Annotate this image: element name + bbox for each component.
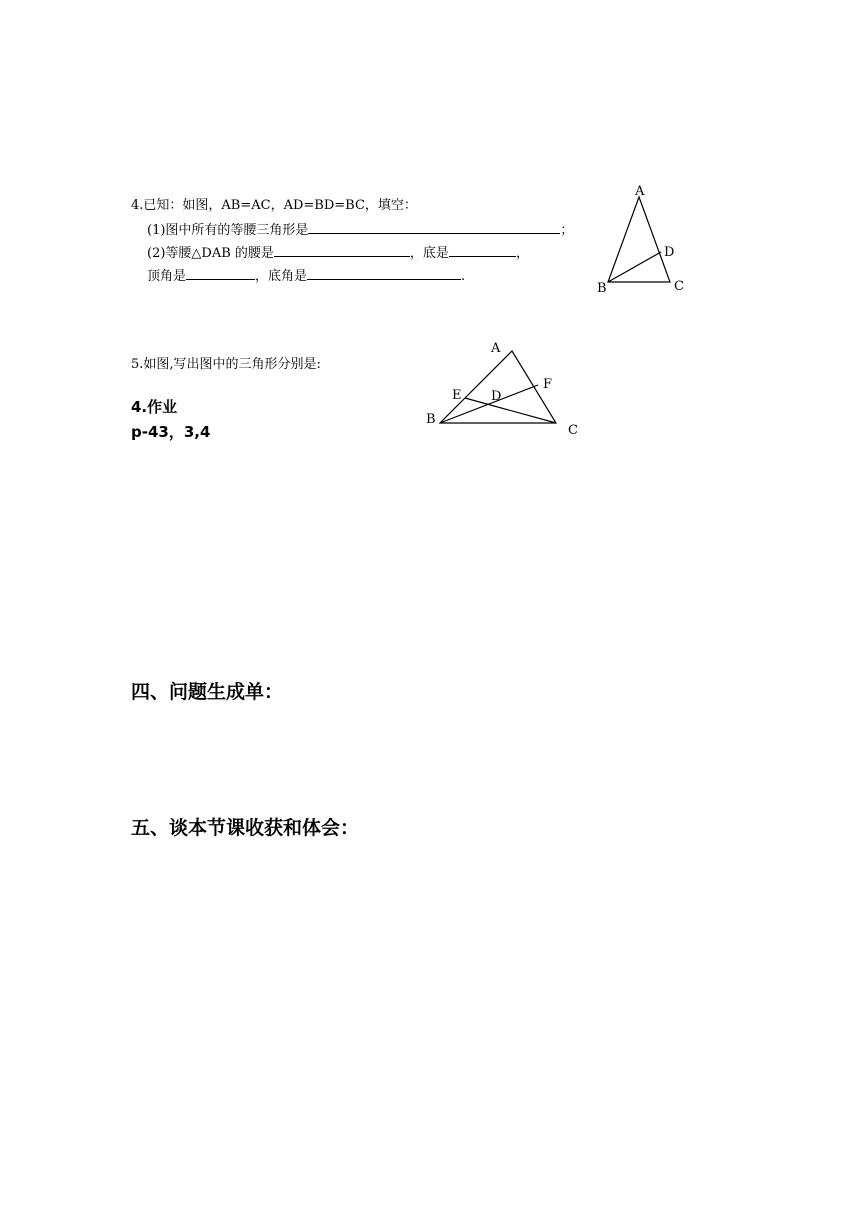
- section-reflection-title: 五、谈本节课收获和体会：: [131, 817, 360, 839]
- q5-stem-text: 5.如图,写出图中的三角形分别是:: [131, 357, 321, 372]
- q4-part3-prefix: 顶角是: [147, 269, 187, 284]
- q5-label-d: D: [491, 389, 502, 404]
- q4-label-b: B: [597, 281, 607, 296]
- q5-label-b: B: [426, 412, 436, 427]
- q4-triangle-abc: [608, 197, 670, 282]
- q5-label-e: E: [452, 388, 462, 403]
- q4-label-c: C: [674, 279, 684, 294]
- q4-label-d: D: [664, 245, 675, 260]
- section-question-list-title: 四、问题生成单：: [131, 681, 284, 703]
- q4-part3-mid: ，底角是: [255, 269, 308, 284]
- q5-stem: [131, 357, 321, 373]
- q5-label-f: F: [543, 377, 553, 392]
- q4-part2-prefix: (2)等腰△DAB 的腰是: [147, 246, 274, 261]
- homework-title: 4.作业: [131, 398, 178, 416]
- q5-triangle-abc: [440, 351, 556, 423]
- q4-segment-bd: [608, 252, 661, 282]
- q4-part3-suffix: .: [461, 269, 466, 284]
- homework-pages: p-43，3,4: [131, 423, 211, 441]
- q4-part2-mid: ，底是: [409, 246, 449, 261]
- q4-part2-suffix: ，: [515, 246, 529, 261]
- q4-part1-prefix: (1)图中所有的等腰三角形是: [147, 223, 309, 238]
- q5-label-a: A: [491, 341, 501, 356]
- q4-label-a: A: [635, 184, 645, 199]
- q4-part1-suffix: ；: [560, 223, 574, 238]
- q5-label-c: C: [568, 423, 578, 438]
- q4-stem-text: 4.已知：如图，AB=AC，AD=BD=BC，填空：: [131, 198, 417, 213]
